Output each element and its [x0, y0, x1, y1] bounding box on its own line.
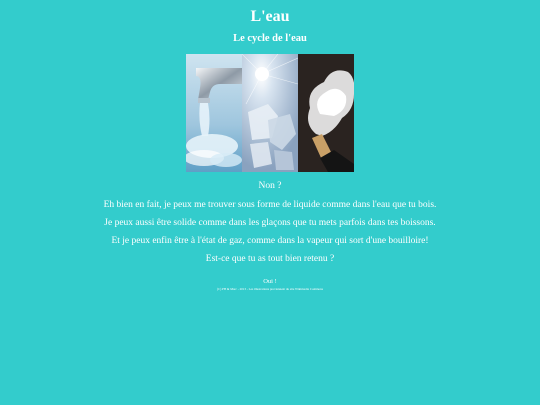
liquid-text: Eh bien en fait, je peux me trouver sous forme de liquide comme dans l'eau que tu bois. [103, 200, 437, 210]
page-subtitle: Le cycle de l'eau [233, 33, 307, 44]
non-text: Non ? [258, 181, 282, 191]
faucet-water-icon [186, 54, 242, 172]
question-text: Est-ce que tu as tout bien retenu ? [205, 254, 335, 264]
oui-link[interactable]: Oui ! [263, 278, 277, 285]
oui-link-wrap [0, 270, 540, 288]
ice-cubes-icon [242, 54, 298, 172]
page-title: L'eau [250, 8, 290, 25]
solid-text: Je peux aussi être solide comme dans les glaçons que tu mets parfois dans tes boissons. [104, 218, 436, 228]
footer-credits: (C) PH & Marc - 2013 - Les illustrations proviennent du site Wikimedia Commons [217, 287, 323, 291]
gas-text: Et je peux enfin être à l'état de gaz, comme dans la vapeur qui sort d'une bouilloire! [111, 236, 429, 246]
kettle-steam-icon [298, 54, 354, 172]
water-states-image [186, 54, 354, 172]
